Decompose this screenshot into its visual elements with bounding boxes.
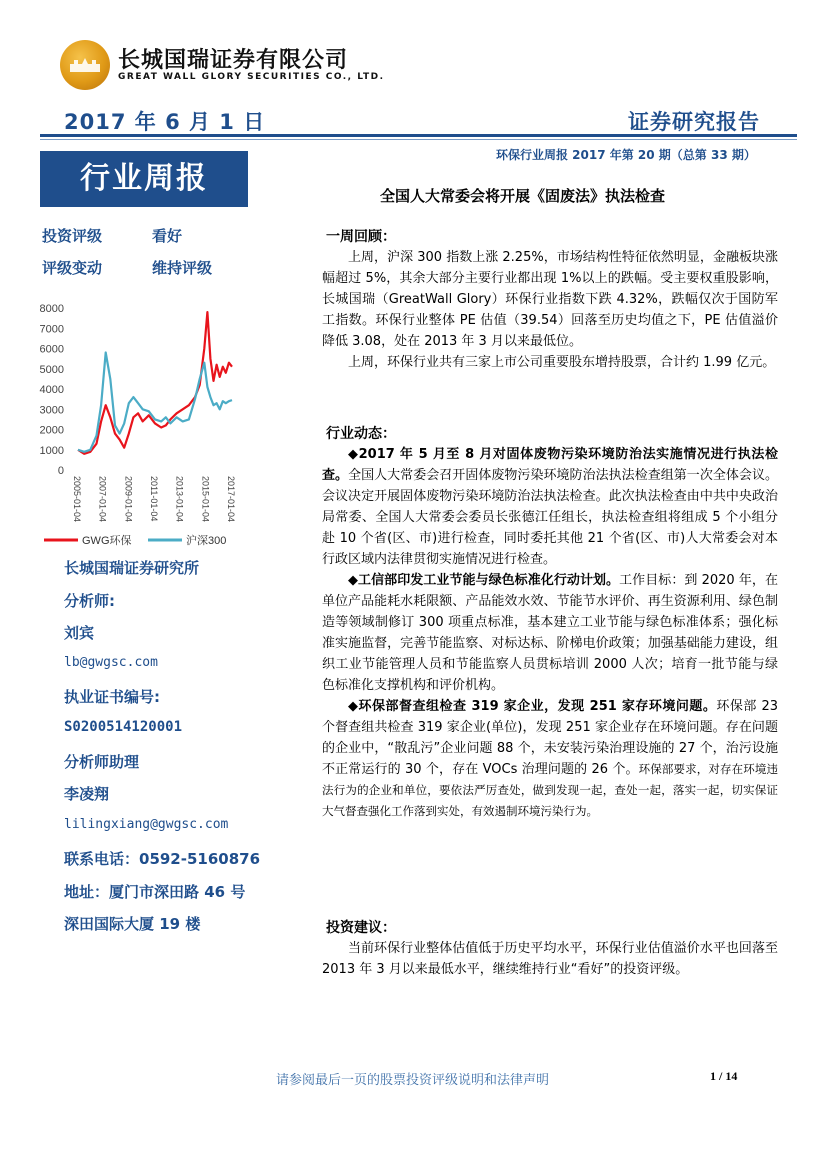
y-tick-label: 8000 bbox=[39, 303, 64, 315]
report-type: 证券研究报告 bbox=[628, 110, 760, 134]
header-rule bbox=[40, 134, 797, 137]
series-line-1 bbox=[78, 353, 232, 452]
report-date: 2017 年 6 月 1 日 bbox=[64, 110, 266, 134]
assistant-name: 李凌翔 bbox=[64, 785, 110, 803]
y-tick-label: 1000 bbox=[39, 444, 64, 457]
section-review-body bbox=[322, 247, 778, 373]
report-headline: 全国人大常委会将开展《固废法》执法检查 bbox=[380, 187, 666, 205]
address-line-2: 深田国际大厦 19 楼 bbox=[64, 915, 201, 933]
x-tick-label: 2015-01-04 bbox=[200, 476, 211, 523]
dynamic-2-heading: ◆工信部印发工业节能与绿色标准化行动计划。 bbox=[348, 573, 620, 588]
x-tick-label: 2007-01-04 bbox=[97, 476, 108, 523]
page-number: 1 / 14 bbox=[710, 1069, 738, 1083]
y-tick-label: 3000 bbox=[39, 404, 64, 417]
cert-number: S0200514120001 bbox=[64, 719, 183, 735]
brand-name-cn: 长城国瑞证券有限公司 bbox=[118, 48, 349, 73]
address-line-1: 地址：厦门市深田路 46 号 bbox=[64, 883, 246, 901]
x-tick-label: 2011-01-04 bbox=[149, 476, 159, 522]
dynamic-3-heading: ◆环保部督查组检查 319 家企业，发现 251 家存环境问题。 bbox=[348, 699, 717, 714]
section-advice-title: 投资建议： bbox=[326, 920, 396, 936]
x-tick-label: 2017-01-04 bbox=[226, 476, 236, 523]
dynamic-3-note: 环保部要求，对存在环境违法行为的企业和单位，要依法严厉查处，做到发现一起，查处一起，落实一起，切实保证大气督查强化工作落到实处，有效遏制环境污染行为。 bbox=[322, 762, 778, 818]
y-tick-label: 7000 bbox=[39, 323, 64, 336]
y-tick-label: 2000 bbox=[39, 424, 64, 437]
y-tick-label: 6000 bbox=[39, 343, 64, 356]
assistant-email[interactable]: lilingxiang@gwgsc.com bbox=[64, 817, 229, 832]
section-dynamics-body bbox=[322, 444, 778, 822]
invest-rating-label: 投资评级 bbox=[42, 227, 103, 245]
y-tick-label: 5000 bbox=[39, 363, 64, 376]
index-line-chart bbox=[36, 298, 250, 554]
cert-label: 执业证书编号: bbox=[64, 688, 160, 706]
section-advice-body bbox=[322, 938, 778, 980]
header-rule-thin bbox=[40, 139, 797, 140]
dynamic-2-body: 工作目标：到 2020 年，在单位产品能耗水耗限额、产品能效水效、节能节水评价、再生资源利用、绿色制造等领域制修订 300 项重点标准，基本建立工业节能与绿色标准体系；强化标准实施监督，完善节能监察、对标达标、阶梯电价政策；加强基础能力建设，组织工业节能管理人员和节能监察人员贯标培训 2000 人次；培育一批节能与绿色标准化支撑机构和评价机构。 bbox=[322, 573, 778, 693]
review-paragraph-1: 上周，沪深 300 指数上涨 2.25%，市场结构性特征依然明显，金融板块涨幅超过 5%，其余大部分主要行业都出现 1%以上的跌幅。受主要权重股影响，长城国瑞（GreatWall Glory）环保行业指数下跌 4.32%，跌幅仅次于国防军工指数。环保行业整体 PE 估值（39.54）回落至历史均值之下，PE 估值溢价降低 3.08，处在 2013 年 3 月以来最低位。 bbox=[322, 250, 778, 349]
x-tick-label: 2013-01-04 bbox=[174, 476, 185, 523]
analyst-email[interactable]: lb@gwgsc.com bbox=[64, 655, 158, 670]
analyst-label: 分析师: bbox=[64, 592, 115, 610]
y-tick-label: 0 bbox=[57, 465, 64, 477]
section-dynamics-title: 行业动态： bbox=[326, 426, 396, 442]
analyst-name: 刘宾 bbox=[64, 624, 95, 642]
institute-name: 长城国瑞证券研究所 bbox=[64, 559, 200, 577]
x-tick-label: 2005-01-04 bbox=[72, 476, 82, 523]
dynamic-1-body: 全国人大常委会召开固体废物污染环境防治法执法检查组第一次全体会议。会议决定开展固体废物污染环境防治法执法检查。此次执法检查由中共中央政治局常委、全国人大常委会委员长张德江任组长，执法检查组将组成 5 个小组分赴 10 个省(区、市)进行检查，同时委托其他 21 个省(区、市)人大常委会对本行政区域内法律贯彻实施情况进行检查。 bbox=[322, 468, 778, 567]
advice-paragraph: 当前环保行业整体估值低于历史平均水平，环保行业估值溢价水平也回落至 2013 年 3 月以来最低水平，继续维持行业“看好”的投资评级。 bbox=[322, 941, 778, 977]
brand-name-en: GREAT WALL GLORY SECURITIES CO., LTD. bbox=[118, 72, 385, 82]
invest-rating-value: 看好 bbox=[152, 227, 183, 245]
assistant-label: 分析师助理 bbox=[64, 753, 140, 771]
dynamic-3-body: 环保部 23 个督查组共检查 319 家企业(单位)，发现 251 家企业存在环境问题。存在问题的企业中，“散乱污”企业问题 88 个，未安装污染治理设施的 27 个，治污设施不正常运行的 30 个，存在 VOCs 治理问题的 26 个。 bbox=[322, 699, 778, 777]
issue-info: 环保行业周报 2017 年第 20 期（总第 33 期） bbox=[496, 148, 756, 162]
series-line-0 bbox=[78, 312, 232, 454]
x-tick-label: 2009-01-04 bbox=[123, 476, 134, 523]
section-review-title: 一周回顾： bbox=[326, 229, 396, 245]
rating-change-value: 维持评级 bbox=[152, 259, 213, 277]
dynamic-1-heading: ◆2017 年 5 月至 8 月对固体废物污染环境防治法实施情况进行执法检查。 bbox=[322, 447, 778, 483]
contact-phone: 联系电话：0592-5160876 bbox=[64, 850, 261, 868]
legend-label-0: GWG环保 bbox=[82, 535, 132, 547]
rating-change-label: 评级变动 bbox=[42, 259, 103, 277]
review-paragraph-2: 上周，环保行业共有三家上市公司重要股东增持股票，合计约 1.99 亿元。 bbox=[348, 355, 776, 370]
y-tick-label: 4000 bbox=[39, 384, 64, 396]
footer-disclaimer[interactable]: 请参阅最后一页的股票投资评级说明和法律声明 bbox=[276, 1073, 550, 1088]
weekly-label-box: 行业周报 bbox=[40, 151, 248, 207]
great-wall-logo-icon bbox=[68, 56, 102, 74]
legend-label-1: 沪深300 bbox=[186, 535, 227, 547]
